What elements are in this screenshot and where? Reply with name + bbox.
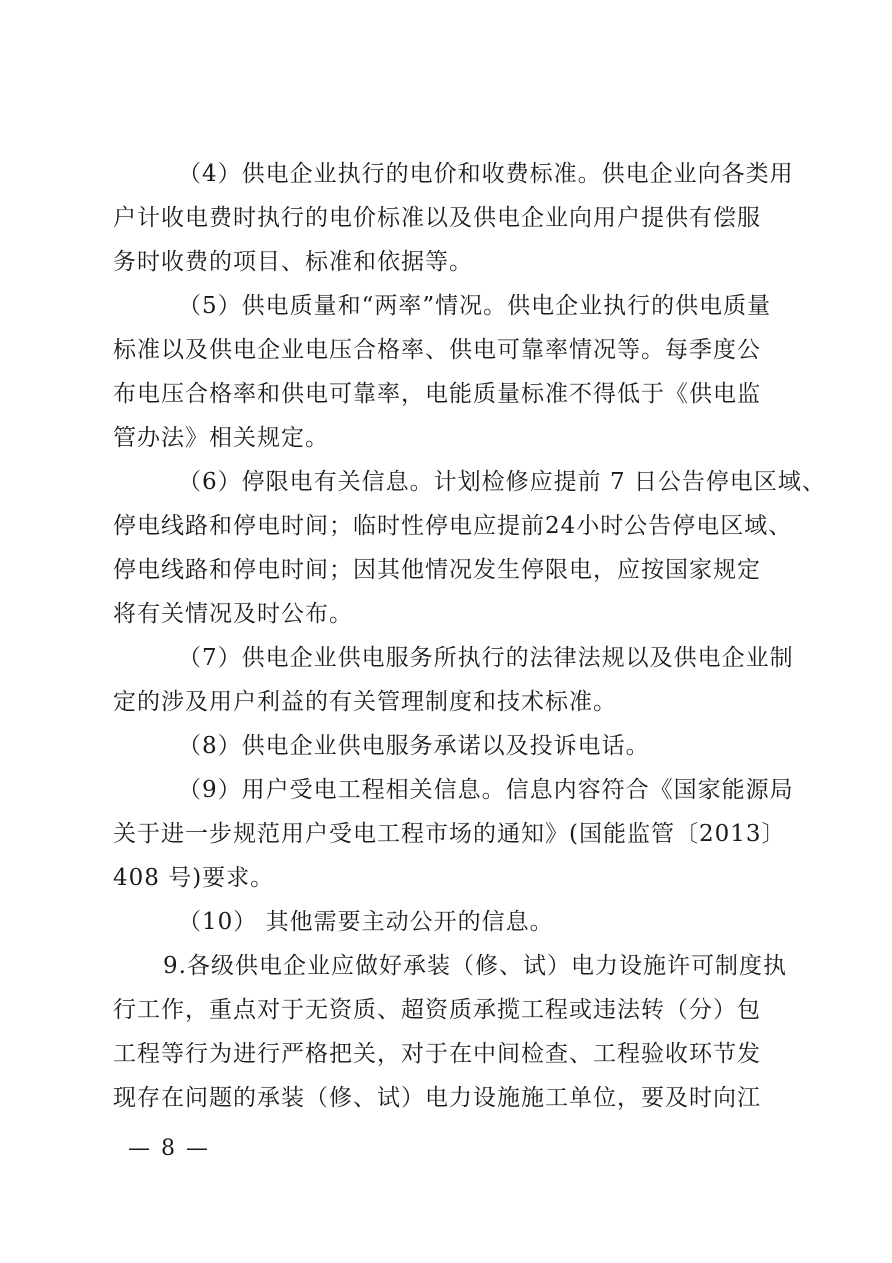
- section-9-line-4: 现存在问题的承装（修、试）电力设施施工单位，要及时向江: [113, 1085, 761, 1111]
- paragraph-9-line-1: （9）用户受电工程相关信息。信息内容符合《国家能源局: [178, 777, 794, 803]
- section-9-line-3: 工程等行为进行严格把关，对于在中间检查、工程验收环节发: [113, 1041, 761, 1067]
- paragraph-6-line-1: （6）停限电有关信息。计划检修应提前 7 日公告停电区域、: [178, 469, 826, 495]
- paragraph-5-line-1: （5）供电质量和“两率”情况。供电企业执行的供电质量: [178, 293, 772, 319]
- paragraph-5-line-4: 管办法》相关规定。: [113, 425, 329, 451]
- page-number: — 8 —: [128, 1136, 210, 1161]
- paragraph-5-line-2: 标准以及供电企业电压合格率、供电可靠率情况等。每季度公: [113, 337, 761, 363]
- paragraph-9-line-2: 关于进一步规范用户受电工程市场的通知》(国能监管〔2013〕: [113, 821, 786, 847]
- paragraph-4-line-3: 务时收费的项目、标准和依据等。: [113, 249, 473, 275]
- paragraph-4-line-1: （4）供电企业执行的电价和收费标准。供电企业向各类用: [178, 161, 794, 187]
- paragraph-7-line-1: （7）供电企业供电服务所执行的法律法规以及供电企业制: [178, 645, 794, 671]
- paragraph-6-line-2: 停电线路和停电时间；临时性停电应提前24小时公告停电区域、: [113, 513, 793, 539]
- paragraph-8-line-1: （8）供电企业供电服务承诺以及投诉电话。: [178, 733, 650, 759]
- paragraph-6-line-3: 停电线路和停电时间；因其他情况发生停限电，应按国家规定: [113, 557, 761, 583]
- section-9-line-1: 9.各级供电企业应做好承装（修、试）电力设施许可制度执: [163, 953, 787, 979]
- section-9-line-2: 行工作，重点对于无资质、超资质承揽工程或违法转（分）包: [113, 997, 761, 1023]
- paragraph-6-line-4: 将有关情况及时公布。: [113, 601, 353, 627]
- paragraph-5-line-3: 布电压合格率和供电可靠率，电能质量标准不得低于《供电监: [113, 381, 761, 407]
- paragraph-9-line-3: 408 号)要求。: [113, 865, 275, 891]
- paragraph-4-line-2: 户计收电费时执行的电价标准以及供电企业向用户提供有偿服: [113, 205, 761, 231]
- paragraph-7-line-2: 定的涉及用户利益的有关管理制度和技术标准。: [113, 689, 617, 715]
- paragraph-10-line-1: （10） 其他需要主动公开的信息。: [178, 909, 554, 935]
